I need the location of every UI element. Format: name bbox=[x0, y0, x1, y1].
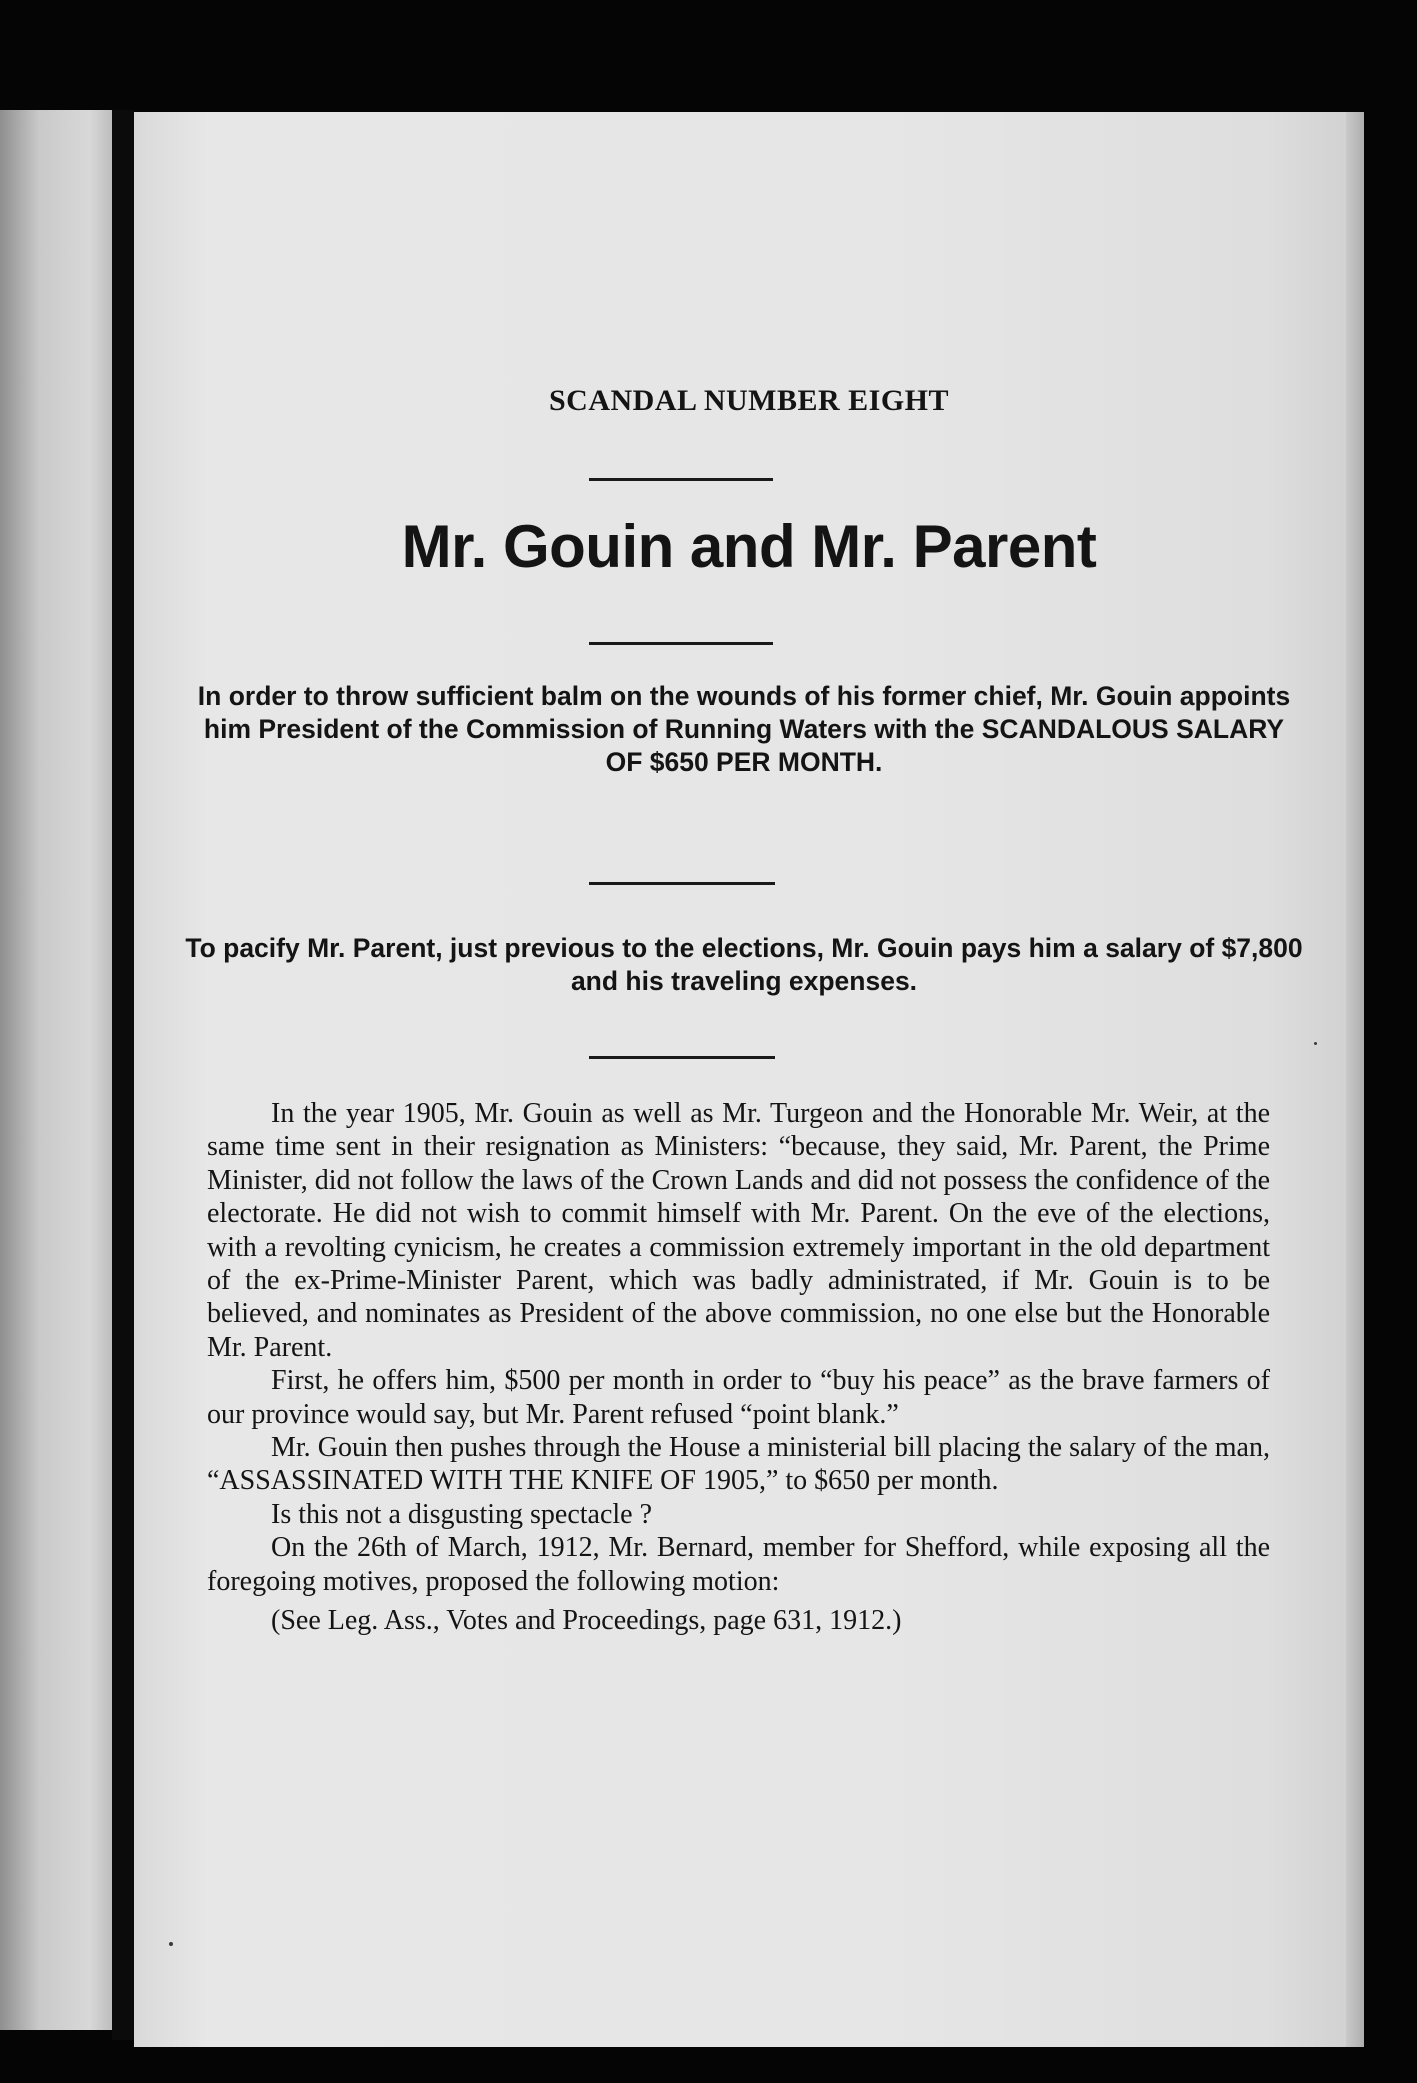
scan-speck bbox=[169, 1942, 173, 1946]
document-page bbox=[134, 112, 1364, 2047]
body-text bbox=[207, 1097, 1270, 1638]
divider-rule bbox=[589, 882, 775, 885]
body-paragraph: Mr. Gouin then pushes through the House a ministerial bill placing the salary of the man, “ASSASSINATED WITH THE KNIFE OF 1905,” to $650 per month. bbox=[207, 1432, 1270, 1497]
divider-rule bbox=[589, 1056, 775, 1059]
divider-rule bbox=[589, 478, 773, 481]
scan-speck bbox=[1314, 1042, 1317, 1045]
section-kicker: SCANDAL NUMBER EIGHT bbox=[548, 384, 950, 417]
page-title: Mr. Gouin and Mr. Parent bbox=[401, 513, 1097, 580]
book-gutter bbox=[112, 110, 134, 2040]
body-paragraph: Is this not a disgusting spectacle ? bbox=[271, 1498, 653, 1530]
summary-paragraph: To pacify Mr. Parent, just previous to the elections, Mr. Gouin pays him a salary of $7,800 and his traveling expenses. bbox=[185, 933, 1303, 996]
body-paragraph: First, he offers him, $500 per month in order to “buy his peace” as the brave farmers of our province would say, but Mr. Parent refused “point blank.” bbox=[207, 1365, 1270, 1430]
body-paragraph: On the 26th of March, 1912, Mr. Bernard, member for Shefford, while exposing all the foregoing motives, proposed the following motion: bbox=[207, 1532, 1270, 1597]
summary-paragraph: In order to throw sufficient balm on the wounds of his former chief, Mr. Gouin appoints him President of the Commission of Running Waters with the SCANDALOUS SALARY OF $650 PER MONTH. bbox=[197, 681, 1291, 777]
divider-rule bbox=[589, 642, 773, 645]
body-paragraph: In the year 1905, Mr. Gouin as well as Mr. Turgeon and the Honorable Mr. Weir, at the same time sent in their resignation as Ministers: “because, they said, Mr. Parent, the Prime Minister, did not follow the laws of the Crown Lands and did not possess the confidence of the electorate. He did not wish to commit himself with Mr. Parent. On the eve of the elections, with a revolting cynicism, he creates a commission extremely important in the old department of the ex-Prime-Minister Parent, which was badly administrated, if Mr. Gouin is to be believed, and nominates as President of the above commission, no one else but the Honorable Mr. Parent. bbox=[207, 1098, 1270, 1363]
facing-page-edge bbox=[0, 110, 112, 2030]
citation-paragraph: (See Leg. Ass., Votes and Proceedings, page 631, 1912.) bbox=[271, 1605, 902, 1637]
